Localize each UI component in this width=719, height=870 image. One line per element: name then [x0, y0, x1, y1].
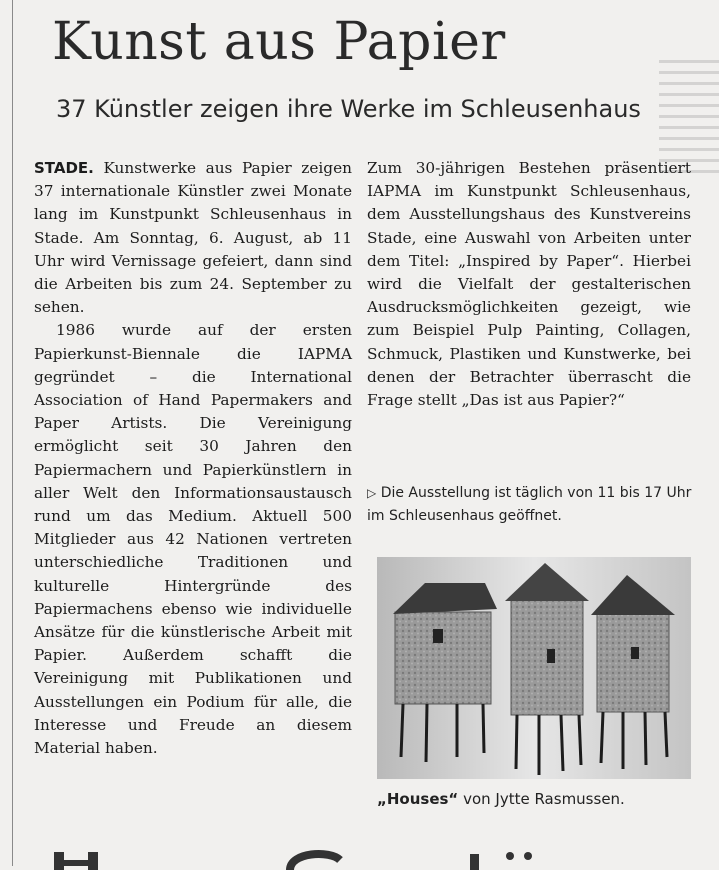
paragraph-2: 1986 wurde auf der ersten Papierkunst-Biennale die IAPMA gegründet – die International Association of Hand Papermakers and Paper Artists. Die Vereinigung ermöglicht seit 30 Jahren den Papiermachern und Papierkünstlern in aller Welt den Informationsaustausch rund um das Medium. Aktuell 500 Mitglieder aus 42 Nationen vertreten unterschiedliche Traditionen und kulturelle Hintergründe des Papiermachens ebenso wie individuelle Ansätze für die künstlerische Arbeit mit Papier. Außerdem schafft die Vereinigung mit Publikationen und Ausstellungen ein Podium für alle, die Interesse und Freude an diesem Material haben.: [34, 321, 352, 758]
paragraph-1: [34, 157, 352, 319]
info-text: Die Ausstellung ist täglich von 11 bis 17 Uhr im Schleusenhaus geöffnet.: [367, 485, 692, 524]
column-rule: [12, 0, 13, 866]
article-column-right: [367, 157, 691, 412]
dateline: STADE.: [34, 159, 94, 177]
paragraph-1-text: Kunstwerke aus Papier zeigen 37 internationale Künstler zwei Monate lang im Kunstpunkt Schleusenhaus in Stade. Am Sonntag, 6. August, ab 11 Uhr wird Vernissage gefeiert, dann sind die Arbeiten bis zum 24. September zu sehen.: [34, 159, 352, 317]
paragraph-3: Zum 30-jährigen Bestehen präsentiert IAPMA im Kunstpunkt Schleusenhaus, dem Ausstellungshaus des Kunstvereins Stade, eine Auswahl von Arbeiten unter dem Titel: „Inspired by Paper“. Hierbei wird die Vielfalt der gestalterischen Ausdrucksmöglichkeiten gezeigt, wie zum Beispiel Pulp Painting, Collagen, Schmuck, Plastiken und Kunstwerke, bei denen der Betrachter überrascht die Frage stellt „Das ist aus Papier?“: [367, 159, 691, 410]
triangle-icon: ▷: [367, 486, 377, 500]
caption-credit: von Jytte Rasmussen.: [463, 790, 625, 808]
headline: Kunst aus Papier: [52, 12, 506, 72]
photo-caption: [377, 787, 697, 811]
info-box: [367, 482, 693, 528]
next-article-headline-cropped: [40, 846, 700, 870]
cropped-glyphs: [40, 846, 700, 870]
subheadline: 37 Künstler zeigen ihre Werke im Schleusenhaus: [56, 95, 641, 123]
artwork-photo: [377, 557, 691, 779]
caption-title: „Houses“: [377, 790, 459, 808]
article-column-left: [34, 157, 352, 760]
